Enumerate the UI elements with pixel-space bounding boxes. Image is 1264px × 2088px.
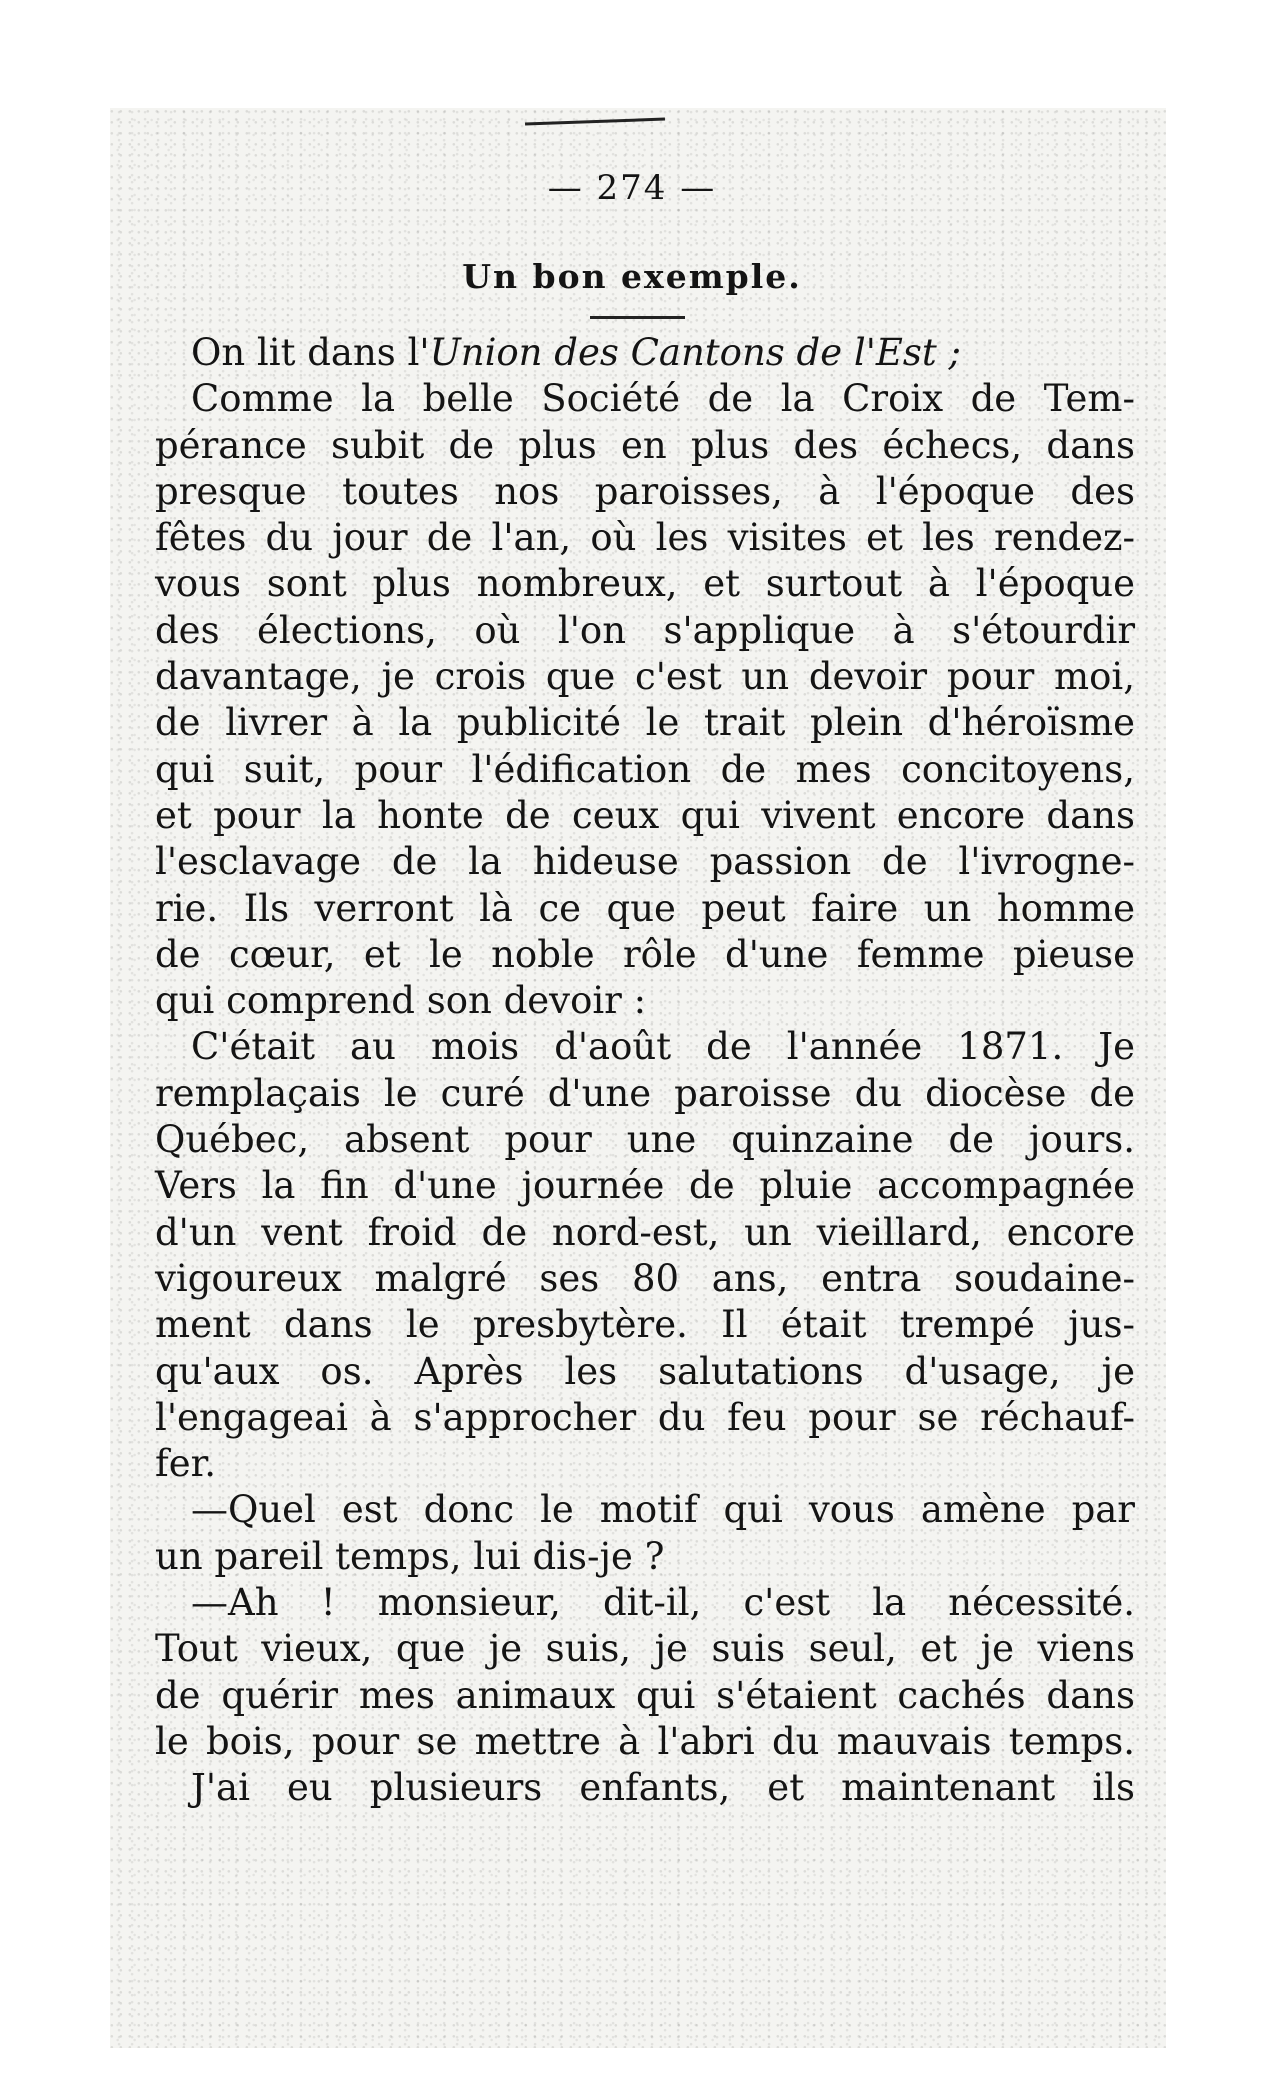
text-line-content: de cœur, et le noble rôle d'une femme pieuse [155,932,1135,976]
text-line-content: presque toutes nos paroisses, à l'époque des [155,469,1135,513]
text-line [155,469,1135,515]
text-line [155,1210,1135,1256]
text-line-content: vous sont plus nombreux, et surtout à l'époque [155,562,1135,606]
text-line-content: d'un vent froid de nord-est, un vieillard, encore [155,1210,1135,1254]
text-line [155,1256,1135,1302]
text-line-content: C'était au mois d'août de l'année 1871. Je [191,1025,1135,1069]
text-line-content: —Quel est donc le motif qui vous amène par [191,1488,1135,1532]
text-line [155,747,1135,793]
text-line [155,654,1135,700]
text-line [155,1395,1135,1441]
text-line-content: le bois, pour se mettre à l'abri du mauvais temps. [155,1719,1135,1763]
title-rule [590,316,685,319]
text-line [155,932,1135,978]
text-line [155,1719,1135,1765]
text-line-content: et pour la honte de ceux qui vivent encore dans [155,793,1135,837]
text-line [155,423,1135,469]
text-line-content: On lit dans l' [191,331,430,374]
text-line-content: Québec, absent pour une quinzaine de jours. [155,1118,1135,1162]
text-line [155,376,1135,422]
article-title: Un bon exemple. [462,257,802,296]
text-line [155,1349,1135,1395]
text-line-content: Vers la fin d'une journée de pluie accompagnée [155,1164,1135,1208]
publication-name: Union des Cantons de l'Est ; [429,331,961,374]
text-line-content: —Ah ! monsieur, dit-il, c'est la nécessité. [191,1581,1135,1625]
text-line-content: fer. [155,1442,216,1486]
text-line-content: des élections, où l'on s'applique à s'étourdir [155,608,1135,652]
text-line-content: remplaçais le curé d'une paroisse du diocèse de [155,1071,1135,1115]
text-line-content: davantage, je crois que c'est un devoir pour moi, [155,655,1135,699]
text-line-content: J'ai eu plusieurs enfants, et maintenant ils [191,1766,1135,1810]
text-line [155,839,1135,885]
text-line [155,1302,1135,1348]
text-line [155,608,1135,654]
text-line-content: de quérir mes animaux qui s'étaient cachés dans [155,1673,1135,1717]
text-line [155,515,1135,561]
text-line-content: pérance subit de plus en plus des échecs, dans [155,423,1135,467]
text-line [155,561,1135,607]
text-line [155,1117,1135,1163]
text-line [155,1534,1135,1580]
text-line [155,1163,1135,1209]
article-body [155,330,1135,1812]
text-line [155,1441,1135,1487]
text-line [155,330,1135,376]
text-line-content: fêtes du jour de l'an, où les visites et les rendez- [155,516,1135,560]
text-line-content: rie. Ils verront là ce que peut faire un homme [155,886,1135,930]
text-line [155,700,1135,746]
text-line-content: vigoureux malgré ses 80 ans, entra soudaine- [155,1256,1135,1300]
text-line [155,886,1135,932]
text-line-content: qui comprend son devoir : [155,979,647,1023]
text-line [155,1673,1135,1719]
text-line [155,978,1135,1024]
text-line-content: ment dans le presbytère. Il était trempé jus- [155,1303,1135,1347]
text-line [155,1487,1135,1533]
text-line-content: de livrer à la publicité le trait plein d'héroïsme [155,701,1135,745]
text-line-content: qu'aux os. Après les salutations d'usage, je [155,1349,1135,1393]
page-number: — 274 — [547,168,717,208]
text-line-content: qui suit, pour l'édification de mes concitoyens, [155,747,1135,791]
text-line-content: Comme la belle Société de la Croix de Tem- [191,377,1135,421]
text-line-content: Tout vieux, que je suis, je suis seul, et je viens [155,1627,1135,1671]
text-line-content: l'engageai à s'approcher du feu pour se réchauf- [155,1395,1135,1439]
text-line-content: un pareil temps, lui dis-je ? [155,1534,665,1578]
text-line [155,1626,1135,1672]
text-line [155,1765,1135,1811]
text-line [155,1071,1135,1117]
text-line-content: l'esclavage de la hideuse passion de l'ivrogne- [155,840,1135,884]
text-line [155,1024,1135,1070]
text-line [155,1580,1135,1626]
text-line [155,793,1135,839]
